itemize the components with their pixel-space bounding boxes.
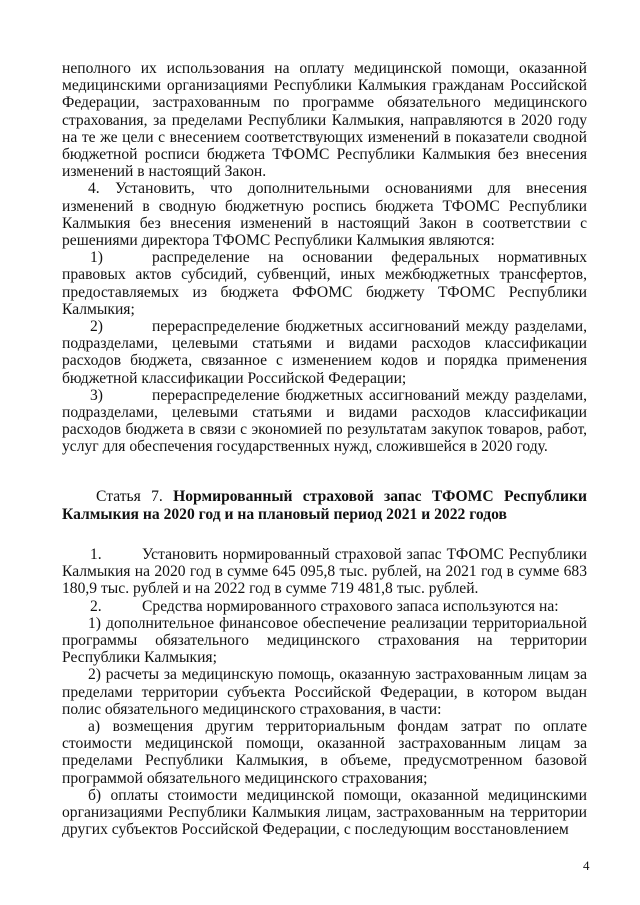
article-item-2-number: 2. (90, 597, 102, 615)
sub-paragraph-a: а) возмещения другим территориальным фондам затрат по оплате стоимости медицинской помощи, оказанной застрахованным лицам за пределами Республики Калмыкия, в объеме, предусмотренном базовой программой обязательного медицинского страхования; (62, 718, 587, 787)
article-item-2 (62, 598, 587, 615)
list-item-2-number: 2) (90, 318, 103, 336)
list-item-1-number: 1) (90, 249, 103, 267)
list-item-2 (62, 318, 587, 387)
article-item-2-text: Средства нормированного страхового запаса используются на: (142, 597, 559, 615)
article-item-1-text: Установить нормированный страховой запас ТФОМС Республики Калмыкия на 2020 год в сумме 645 095,8 тыс. рублей, на 2021 год в сумме 683 180,9 тыс. рублей и на 2022 год в сумме 719 481,8 тыс. рублей. (62, 546, 587, 598)
paragraph-item-4: 4. Установить, что дополнительными основаниями для внесения изменений в сводную бюджетную роспись бюджета ТФОМС Республики Калмыкия без внесения изменений в настоящий Закон в соответствии с решениями директора ТФОМС Республики Калмыкия являются: (62, 180, 587, 250)
list-item-1-text: распределение на основании федеральных нормативных правовых актов субсидий, субвенций, иных межбюджетных трансфертов, предоставляемых из бюджета ФФОМС бюджету ТФОМС Республики Калмыкия; (62, 249, 587, 318)
article-heading (62, 488, 587, 524)
sub-paragraph-2: 2) расчеты за медицинскую помощь, оказанную застрахованным лицам за пределами территории субъекта Российской Федерации, в котором выдан полис обязательного медицинского страхования, в части: (62, 666, 587, 718)
sub-paragraph-b: б) оплаты стоимости медицинской помощи, оказанной медицинскими организациями Республики Калмыкия лицам, застрахованным на территории других субъектов Российской Федерации, с последующим восстановлением (62, 786, 587, 839)
paragraph-continuation: неполного их использования на оплату медицинской помощи, оказанной медицинскими организациями Республики Калмыкия гражданам Российской Федерации, застрахованным по программе обязательного медицинского страхования, за пределами Республики Калмыкия, направляются в 2020 году на те же цели с внесением соответствующих изменений в показатели сводной бюджетной росписи бюджета ТФОМС Республики Калмыкия без внесения изменений в настоящий Закон. (62, 60, 587, 181)
top-text-block (62, 60, 587, 456)
list-item-3-number: 3) (90, 386, 103, 404)
article-item-1-number: 1. (90, 546, 102, 563)
page-number: 4 (583, 858, 590, 873)
article-title: Нормированный страховой запас ТФОМС Республики Калмыкия на 2020 год и на плановый период 2021 и 2022 годов (62, 488, 587, 523)
article-body (62, 546, 587, 838)
list-item-1 (62, 249, 587, 318)
article-prefix: Статья 7. (96, 488, 163, 505)
article-item-1 (62, 546, 587, 598)
sub-paragraph-1: 1) дополнительное финансовое обеспечение реализации территориальной программы обязательного медицинского страхования на территории Республики Калмыкия; (62, 614, 587, 667)
list-item-2-text: перераспределение бюджетных ассигнований между разделами, подразделами, целевыми статьями и видами расходов классификации расходов бюджета, связанное с изменением кодов и порядка применения бюджетной классификации Российской Федерации; (62, 318, 587, 387)
list-item-3 (62, 387, 587, 456)
list-item-3-text: перераспределение бюджетных ассигнований между разделами, подразделами, целевыми статьями и видами расходов классификации расходов бюджета в связи с экономией по результатам закупок товаров, работ, услуг для обеспечения государственных нужд, сложившейся в 2020 году. (62, 386, 587, 456)
